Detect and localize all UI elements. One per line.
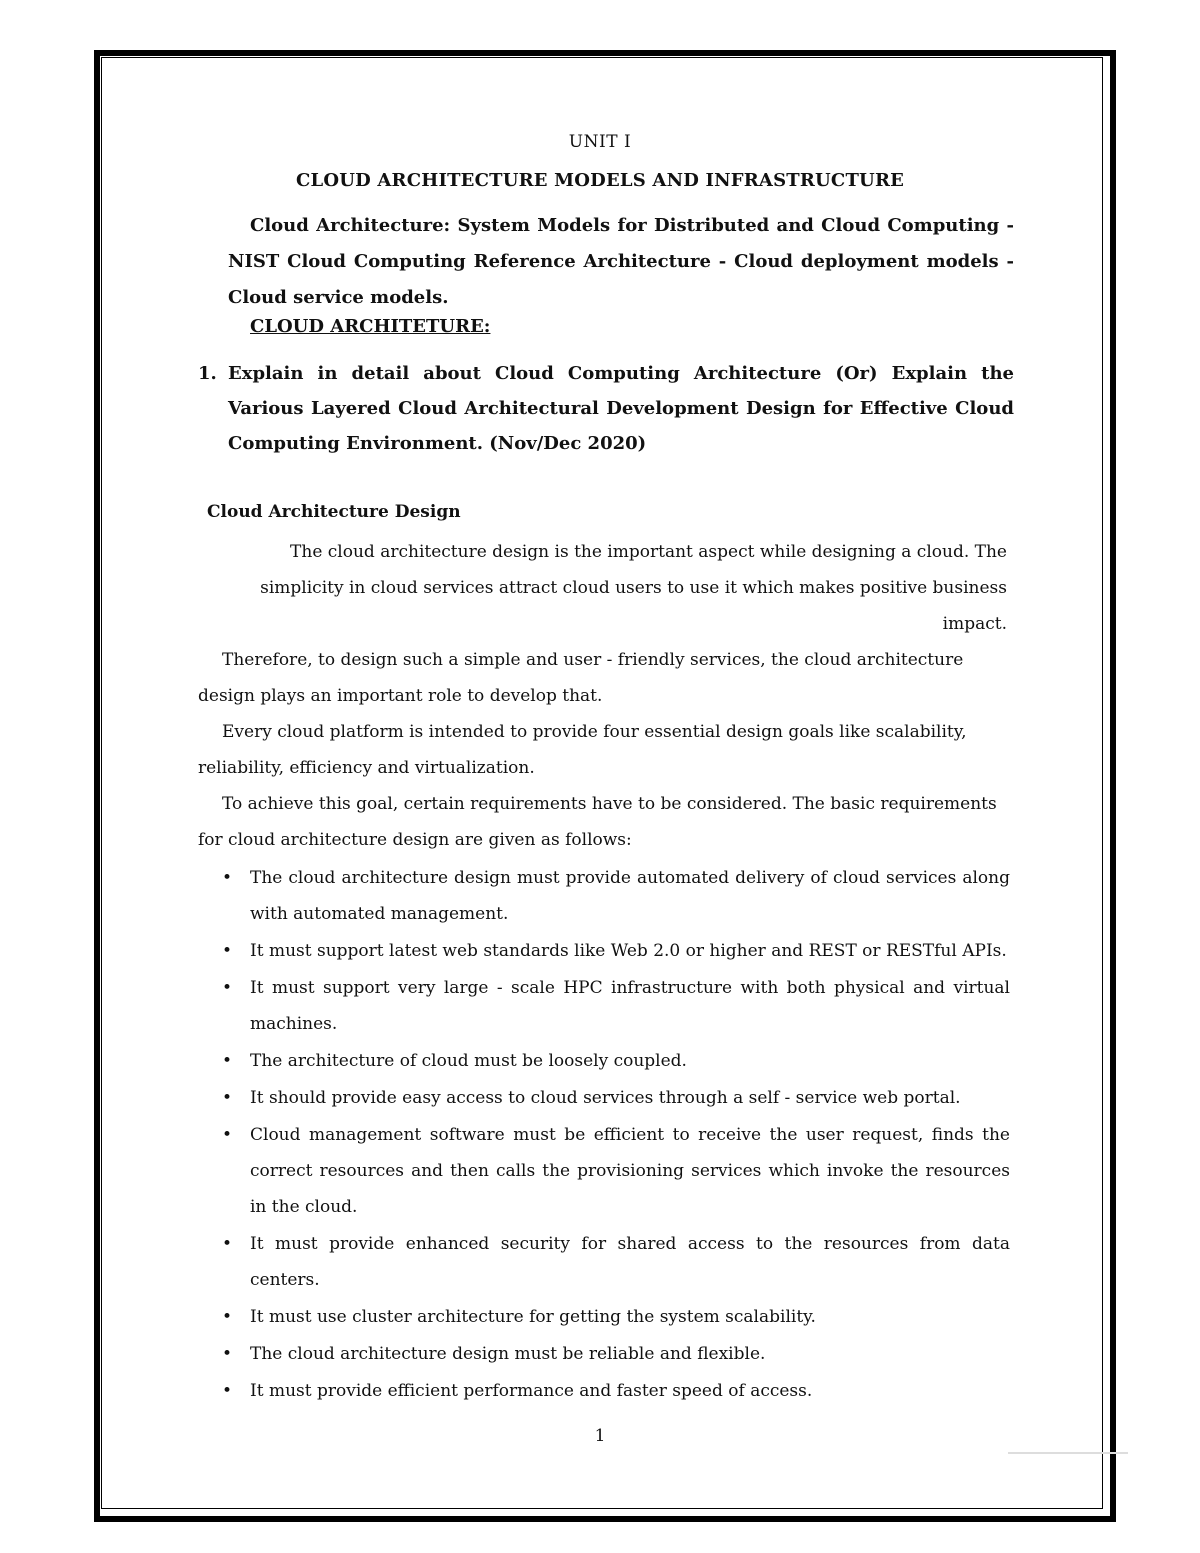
list-item-text: Cloud management software must be efficient to receive the user request, finds the correct resources and then calls the provisioning services which invoke the resources in the cloud. [250,1125,1010,1217]
bullet-icon: • [222,978,233,998]
bullet-icon: • [222,1344,233,1364]
page-number: 1 [594,1426,606,1446]
sub-heading: Cloud Architecture Design [207,502,461,522]
list-item-text: It must support latest web standards like Web 2.0 or higher and REST or RESTful APIs. [250,941,1007,961]
list-item [198,1043,1010,1079]
list-item [198,970,1010,1042]
list-item [198,1080,1010,1116]
list-item [198,1336,1010,1372]
paragraph-intro: The cloud architecture design is the important aspect while designing a cloud. The simplicity in cloud services attract cloud users to use it which makes positive business impact. [260,542,1007,634]
list-item [198,1373,1010,1409]
bullet-icon: • [222,1088,233,1108]
bullet-icon: • [222,1125,233,1145]
list-item [198,860,1010,932]
list-item-text: It should provide easy access to cloud services through a self - service web portal. [250,1088,961,1108]
footer-rule [1008,1452,1128,1454]
list-item-text: It must provide enhanced security for shared access to the resources from data centers. [250,1234,1010,1290]
list-item [198,1299,1010,1335]
exam-question [198,356,1014,461]
list-item-text: The architecture of cloud must be loosely coupled. [250,1051,687,1071]
list-item-text: It must provide efficient performance and faster speed of access. [250,1381,813,1401]
bullet-icon: • [222,941,233,961]
bullet-icon: • [222,1234,233,1254]
section-heading: CLOUD ARCHITETURE: [250,316,491,337]
syllabus-topics: Cloud Architecture: System Models for Distributed and Cloud Computing - NIST Cloud Computing Reference Architecture - Cloud deployment models - Cloud service models. [228,215,1014,308]
requirements-list [198,860,1010,1410]
list-item-text: It must use cluster architecture for getting the system scalability. [250,1307,816,1327]
paragraph-design-goals: Every cloud platform is intended to provide four essential design goals like scalability, reliability, efficiency and virtualization. [198,722,967,778]
bullet-icon: • [222,1051,233,1071]
list-item-text: The cloud architecture design must be reliable and flexible. [250,1344,766,1364]
list-item-text: It must support very large - scale HPC infrastructure with both physical and virtual machines. [250,978,1010,1034]
bullet-icon: • [222,1381,233,1401]
question-text: Explain in detail about Cloud Computing Architecture (Or) Explain the Various Layered Cloud Architectural Development Design for Effective Cloud Computing Environment. (Nov/Dec 2020) [228,363,1014,454]
list-item [198,1226,1010,1298]
list-item [198,933,1010,969]
bullet-icon: • [222,1307,233,1327]
paragraph-requirements: To achieve this goal, certain requirements have to be considered. The basic requirements for cloud architecture design are given as follows: [198,794,997,850]
bullet-icon: • [222,868,233,888]
paragraph-design-role: Therefore, to design such a simple and user - friendly services, the cloud architecture design plays an important role to develop that. [198,650,964,706]
list-item-text: The cloud architecture design must provide automated delivery of cloud services along with automated management. [250,868,1010,924]
list-item [198,1117,1010,1225]
unit-title: UNIT I [568,132,632,152]
question-number: 1. [198,363,217,384]
chapter-title: CLOUD ARCHITECTURE MODELS AND INFRASTRUCTURE [295,170,905,191]
